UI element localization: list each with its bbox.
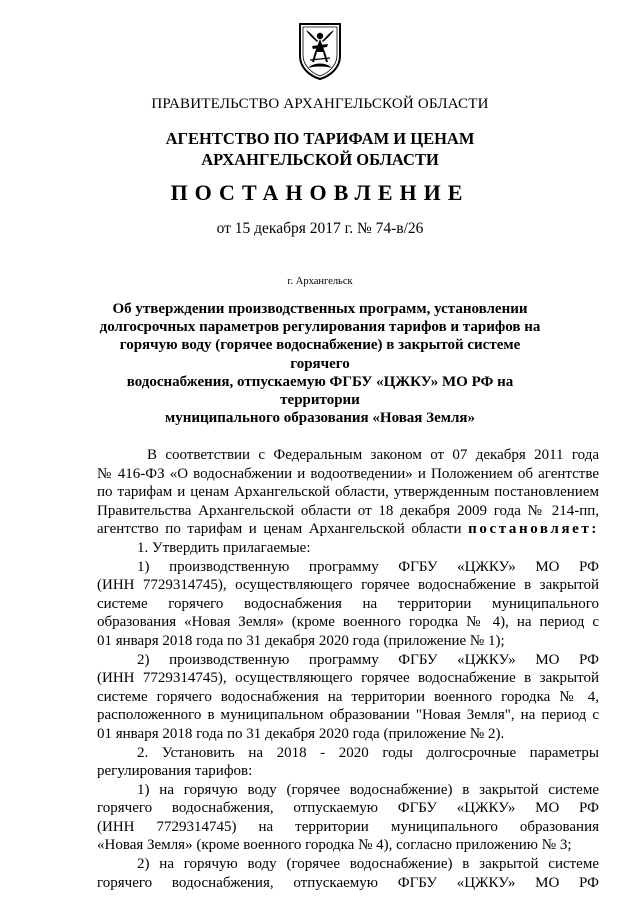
body-line: по тарифам и ценам Архангельской области, утвержденным постановлением <box>97 484 599 501</box>
body-line: 1) производственную программу ФГБУ «ЦЖКУ» МО РФ <box>137 558 599 575</box>
body-line: горячего водоснабжения, отпускаемую ФГБУ «ЦЖКУ» МО РФ <box>97 800 599 817</box>
body-line: Правительства Архангельской области от 18 декабря 2009 года № 214-пп, <box>97 502 599 519</box>
decree-body <box>97 446 599 892</box>
body-line: 1) на горячую воду (горячее водоснабжение) в закрытой системе <box>137 781 599 798</box>
body-line: расположенного в муниципальном образовании "Новая Земля", на период с <box>97 707 599 724</box>
government-name: ПРАВИТЕЛЬСТВО АРХАНГЕЛЬСКОЙ ОБЛАСТИ <box>151 96 489 112</box>
agency-name-line1: АГЕНТСТВО ПО ТАРИФАМ И ЦЕНАМ <box>165 129 475 148</box>
decree-subject <box>92 300 548 427</box>
subject-line: долгосрочных параметров регулирования тарифов и тарифов на <box>99 319 541 336</box>
body-line: образования «Новая Земля» (кроме военного городка № 4), на период с <box>97 614 599 631</box>
item-2-heading: 2. Установить на 2018 - 2020 годы долгосрочные параметры <box>137 744 599 761</box>
body-line: № 416-ФЗ «О водоснабжении и водоотведении» и Положением об агентстве <box>97 465 599 482</box>
document-type-title: ПОСТАНОВЛЕНИЕ <box>170 180 470 205</box>
body-line: системе горячего водоснабжения на территории военного городка № 4, <box>97 688 599 705</box>
body-line: 01 января 2018 года по 31 декабря 2020 года (приложение № 1); <box>97 632 505 649</box>
body-line: 01 января 2018 года по 31 декабря 2020 года (приложение № 2). <box>97 725 505 742</box>
coat-of-arms-icon <box>298 22 342 80</box>
body-line: 2) на горячую воду (горячее водоснабжение) в закрытой системе <box>137 856 599 873</box>
body-line: системе горячего водоснабжения на территории муниципального <box>97 595 599 612</box>
resolves-word: постановляет: <box>468 521 599 538</box>
decree-city: г. Архангельск <box>287 276 353 287</box>
body-line-resolution <box>97 520 599 539</box>
decree-date-number: от 15 декабря 2017 г. № 74-в/26 <box>216 220 424 237</box>
body-line: В соответствии с Федеральным законом от 07 декабря 2011 года <box>147 447 599 463</box>
agency-name-line2: АРХАНГЕЛЬСКОЙ ОБЛАСТИ <box>201 150 439 169</box>
body-line: регулирования тарифов: <box>97 763 253 780</box>
body-line: «Новая Земля» (кроме военного городка № 4), согласно приложению № 3; <box>97 837 572 854</box>
subject-line: горячую воду (горячее водоснабжение) в закрытой системе горячего <box>119 337 521 372</box>
subject-line: Об утверждении производственных программ, установлении <box>112 301 528 317</box>
body-line: (ИНН 7729314745) на территории муниципального образования <box>97 818 599 835</box>
body-line: горячего водоснабжения, отпускаемую ФГБУ «ЦЖКУ» МО РФ <box>97 874 599 891</box>
subject-line: муниципального образования «Новая Земля» <box>165 410 475 427</box>
body-line: 2) производственную программу ФГБУ «ЦЖКУ» МО РФ <box>137 651 599 668</box>
body-line: (ИНН 7729314745), осуществляющего горячее водоснабжение в закрытой <box>97 670 599 687</box>
subject-line: водоснабжения, отпускаемую ФГБУ «ЦЖКУ» МО РФ на территории <box>126 373 514 409</box>
item-1-heading: 1. Утвердить прилагаемые: <box>137 539 311 556</box>
body-line-text: агентство по тарифам и ценам Архангельской области <box>97 521 462 538</box>
agency-name <box>0 128 640 170</box>
body-line: (ИНН 7729314745), осуществляющего горячее водоснабжение в закрытой <box>97 577 599 594</box>
